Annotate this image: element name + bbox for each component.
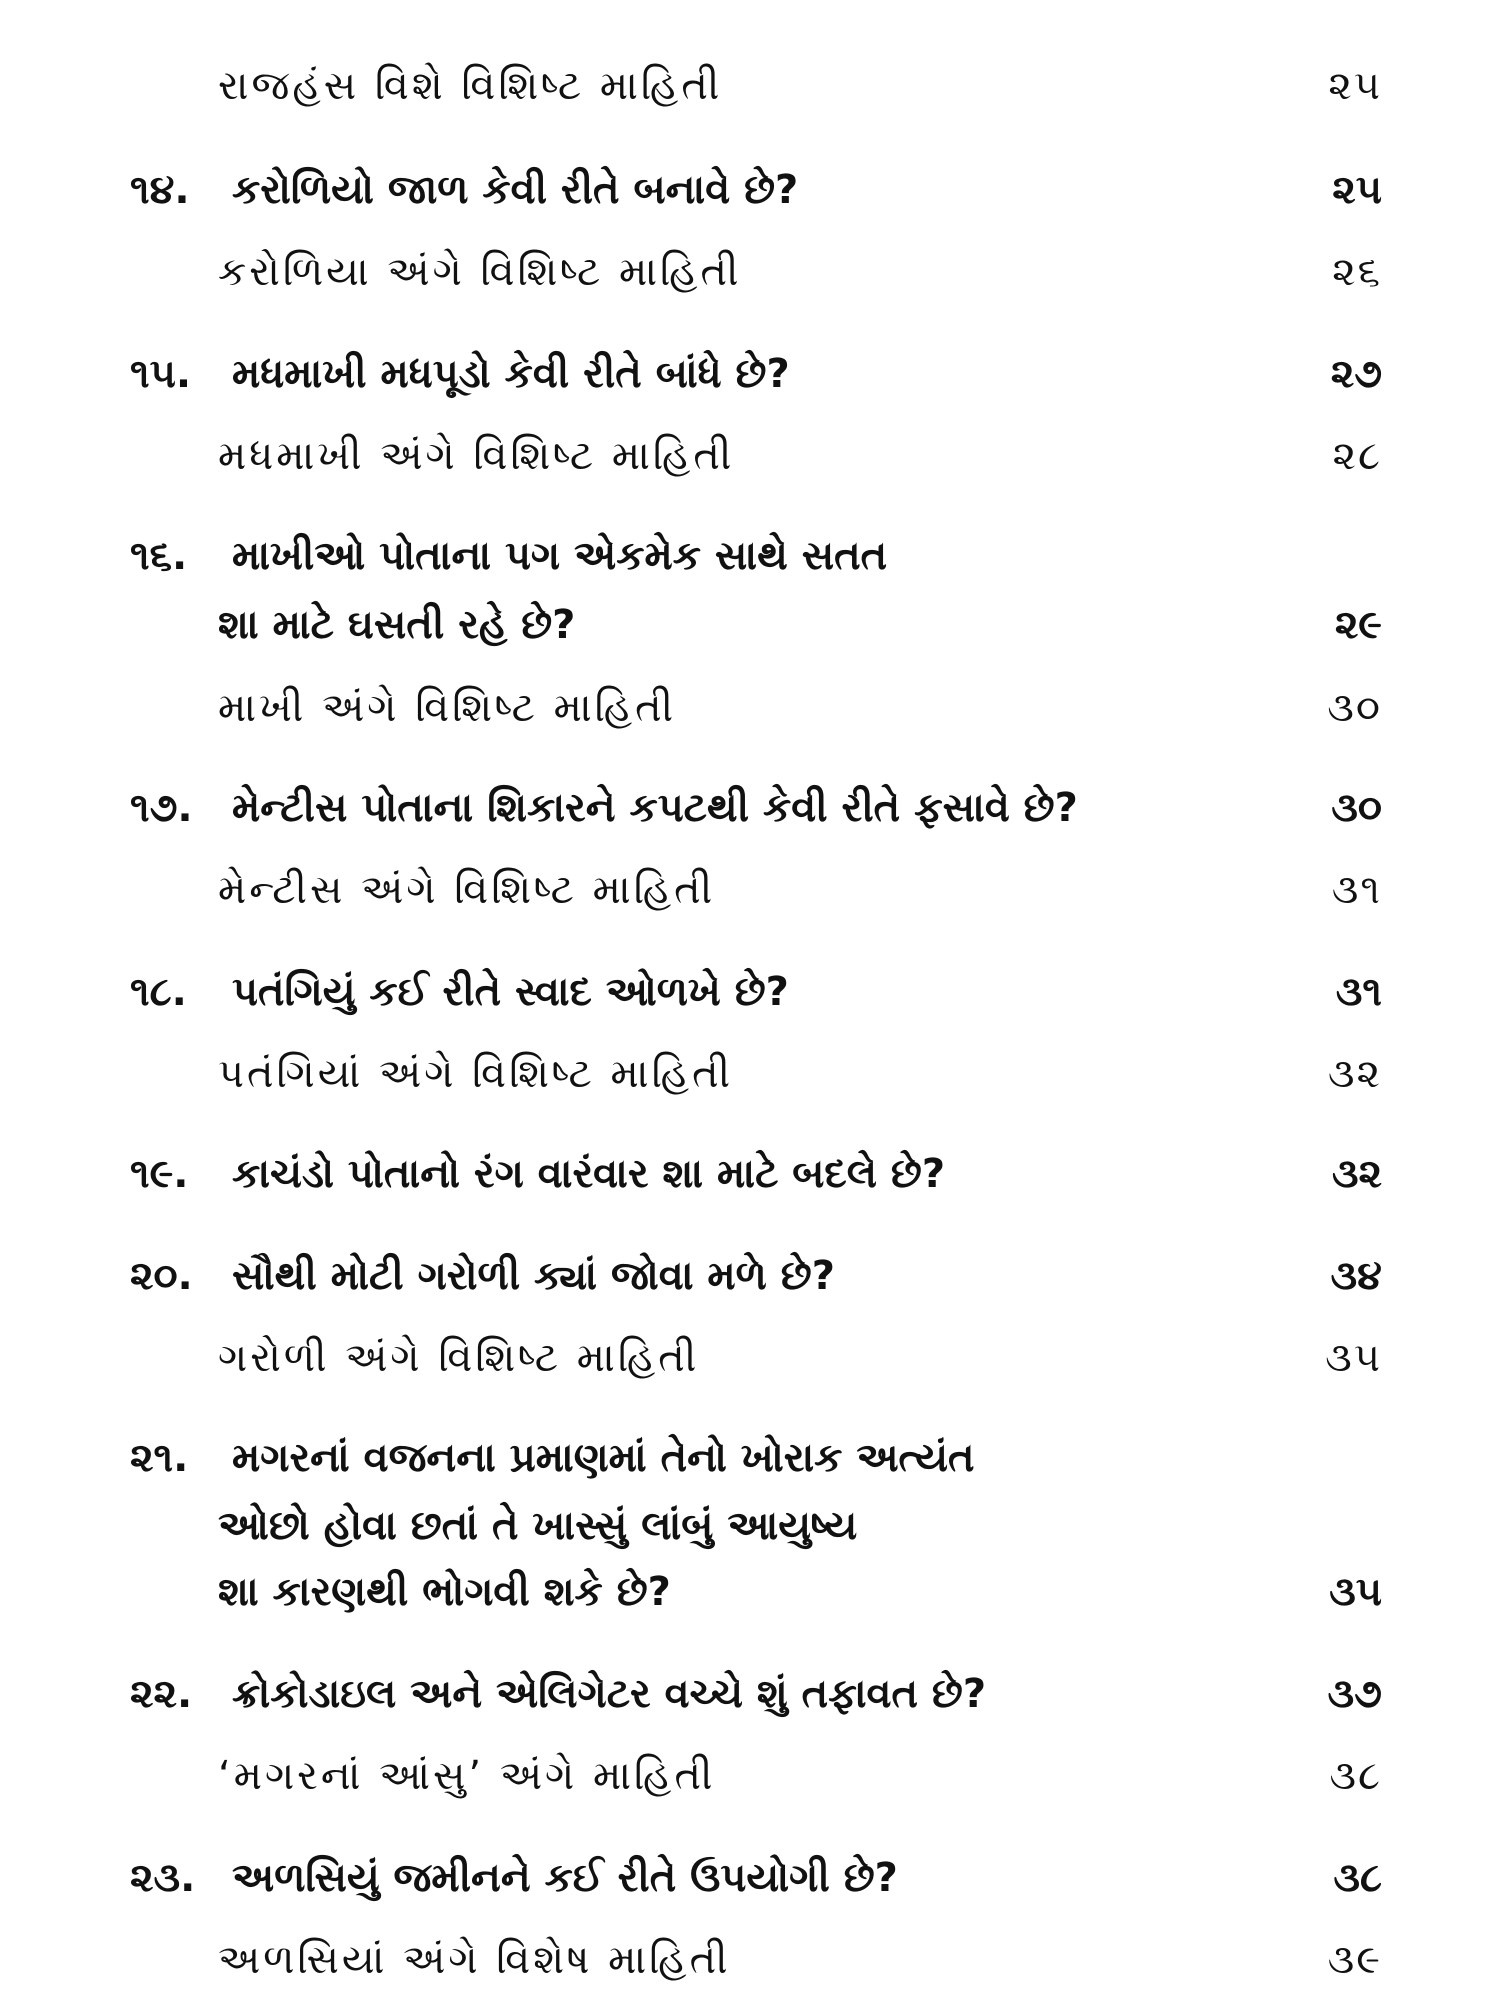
toc-entry	[0, 1426, 1500, 1490]
toc-subentry-title: ગરોળી અંગે વિશિષ્ટ માહિતી	[218, 1335, 700, 1381]
toc-subentry	[0, 424, 1500, 488]
toc-page-number: ૩૪	[1330, 1253, 1382, 1299]
toc-subentry-title: ‘મગરનાં આંસુ’ અંગે માહિતી	[218, 1753, 716, 1799]
toc-entry	[0, 776, 1500, 840]
toc-entry	[0, 1846, 1500, 1910]
toc-subentry-title: અળસિયાં અંગે વિશેષ માહિતી	[218, 1937, 731, 1983]
toc-entry-number: ૧૮.	[130, 969, 187, 1015]
toc-entry	[0, 342, 1500, 406]
toc-entry-number: ૨૧.	[130, 1435, 189, 1481]
toc-entry-title: મેન્ટીસ પોતાના શિકારને કપટથી કેવી રીતે ફસાવે છે?	[232, 785, 1078, 831]
toc-entry-title: મગરનાં વજનના પ્રમાણમાં તેનો ખોરાક અત્યંત	[232, 1435, 975, 1481]
toc-subentry	[0, 1326, 1500, 1390]
toc-page-number: ૩૧	[1331, 867, 1382, 913]
toc-page-number: ૩૭	[1327, 1671, 1382, 1717]
toc-subentry	[0, 1744, 1500, 1808]
toc-page-number: ૩૨	[1327, 1051, 1382, 1097]
toc-page-number: ૩૧	[1335, 969, 1382, 1015]
toc-page-number: ૨૮	[1332, 433, 1382, 479]
toc-entry-title: પતંગિયું કઈ રીતે સ્વાદ ઓળખે છે?	[232, 969, 789, 1015]
toc-entry-continuation	[0, 1494, 1500, 1558]
toc-entry-title: અળસિયું જમીનને કઈ રીતે ઉપયોગી છે?	[232, 1855, 898, 1901]
toc-subentry-title: મેન્ટીસ અંગે વિશિષ્ટ માહિતી	[218, 867, 716, 913]
toc-page-number: ૨૫	[1328, 63, 1382, 109]
toc-page-number: ૨૭	[1330, 351, 1382, 397]
toc-subentry-title: માખી અંગે વિશિષ્ટ માહિતી	[218, 685, 677, 731]
toc-entry-number: ૨૨.	[130, 1671, 193, 1717]
toc-subentry	[0, 1042, 1500, 1106]
toc-page-number: ૨૫	[1332, 167, 1382, 213]
toc-page-number: ૨૯	[1334, 602, 1382, 648]
toc-entry-title: કરોળિયો જાળ કેવી રીતે બનાવે છે?	[232, 167, 799, 213]
toc-entry	[0, 960, 1500, 1024]
toc-entry-number: ૧૪.	[130, 167, 190, 213]
toc-page-number: ૨૬	[1332, 249, 1382, 295]
toc-entry-number: ૧૭.	[130, 785, 193, 831]
toc-subentry	[0, 676, 1500, 740]
toc-entry-title: સૌથી મોટી ગરોળી ક્યાં જોવા મળે છે?	[232, 1253, 835, 1299]
toc-page-number: ૩૦	[1331, 785, 1382, 831]
toc-page-number: ૩૮	[1329, 1753, 1382, 1799]
toc-entry	[0, 1142, 1500, 1206]
toc-page-number: ૩૫	[1325, 1335, 1382, 1381]
toc-entry-title: ઓછો હોવા છતાં તે ખાસ્સું લાંબું આયુષ્ય	[218, 1503, 858, 1549]
toc-subentry-title: મધમાખી અંગે વિશિષ્ટ માહિતી	[218, 433, 735, 479]
toc-entry	[0, 524, 1500, 588]
toc-entry-title: શા માટે ઘસતી રહે છે?	[218, 602, 576, 648]
toc-entry-number: ૨૦.	[130, 1253, 193, 1299]
toc-entry-title: માખીઓ પોતાના પગ એકમેક સાથે સતત	[232, 533, 888, 579]
toc-subentry-title: પતંગિયાં અંગે વિશિષ્ટ માહિતી	[218, 1051, 734, 1097]
toc-subentry	[0, 54, 1500, 118]
toc-page-number: ૩૨	[1331, 1151, 1382, 1197]
toc-entry-title: શા કારણથી ભોગવી શકે છે?	[218, 1569, 671, 1615]
toc-page-number: ૩૦	[1327, 685, 1382, 731]
toc-entry-number: ૨૩.	[130, 1855, 196, 1901]
toc-subentry	[0, 240, 1500, 304]
toc-page-number: ૩૫	[1329, 1569, 1382, 1615]
toc-page-number: ૩૮	[1333, 1855, 1382, 1901]
toc-entry-continuation	[0, 1560, 1500, 1624]
toc-entry-number: ૧૫.	[130, 351, 192, 397]
toc-entry-title: મધમાખી મધપૂડો કેવી રીતે બાંધે છે?	[232, 351, 790, 397]
toc-entry	[0, 158, 1500, 222]
toc-subentry	[0, 858, 1500, 922]
toc-entry	[0, 1244, 1500, 1308]
toc-entry-number: ૧૬.	[130, 533, 188, 579]
toc-entry	[0, 1662, 1500, 1726]
toc-entry-title: કાચંડો પોતાનો રંગ વારંવાર શા માટે બદલે છે?	[232, 1151, 946, 1197]
toc-subentry-title: રાજહંસ વિશે વિશિષ્ટ માહિતી	[218, 63, 723, 109]
toc-entry-title: ક્રોકોડાઇલ અને એલિગેટર વચ્ચે શું તફાવત છે?	[232, 1671, 987, 1717]
toc-page-number: ૩૯	[1327, 1937, 1382, 1983]
toc-entry-number: ૧૯.	[130, 1151, 189, 1197]
toc-subentry	[0, 1928, 1500, 1992]
toc-subentry-title: કરોળિયા અંગે વિશિષ્ટ માહિતી	[218, 249, 742, 295]
toc-entry-continuation	[0, 593, 1500, 657]
